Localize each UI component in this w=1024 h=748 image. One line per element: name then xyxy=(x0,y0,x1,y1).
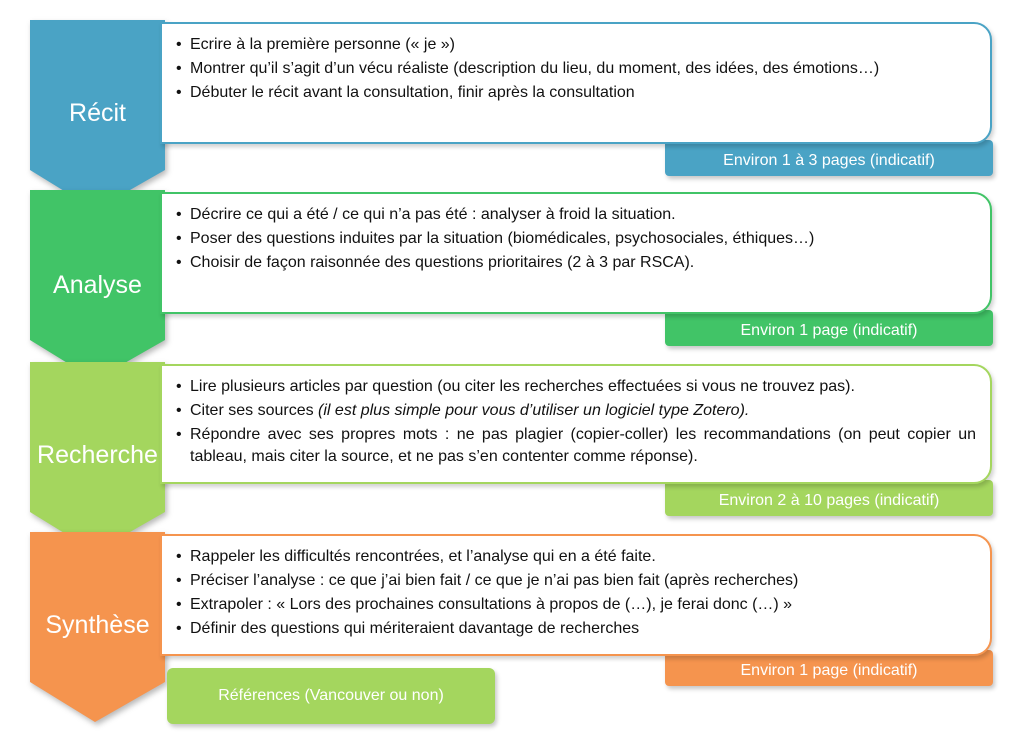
tab-recherche-length: Environ 2 à 10 pages (indicatif) xyxy=(665,480,993,516)
bullet-synthese-4: • Définir des questions qui mériteraient davantage de recherches xyxy=(176,618,976,640)
bullet-recherche-3: • Répondre avec ses propres mots : ne pas plagier (copier-coller) les recommandations (on peut copier un tableau, mais citer la source, et ne pas s’en contenter comme réponse). xyxy=(176,424,976,468)
step-label-synthese: Synthèse xyxy=(45,611,150,639)
bullet-analyse-3: • Choisir de façon raisonnée des questions prioritaires (2 à 3 par RSCA). xyxy=(176,252,976,274)
bullets-recherche xyxy=(176,376,976,468)
card-recherche xyxy=(160,364,992,484)
bullet-recherche-1: • Lire plusieurs articles par question (ou citer les recherches effectuées si vous ne trouvez pas). xyxy=(176,376,976,398)
bullet-recherche-2 xyxy=(176,400,976,422)
bullet-recherche-2-plain: Citer ses sources xyxy=(190,402,319,419)
bullet-synthese-3: • Extrapoler : « Lors des prochaines consultations à propos de (…), je ferai donc (…) » xyxy=(176,594,976,616)
tab-analyse-length: Environ 1 page (indicatif) xyxy=(665,310,993,346)
bullets-analyse xyxy=(176,204,976,274)
step-label-recit: Récit xyxy=(69,99,126,127)
bullet-recit-1: • Ecrire à la première personne (« je ») xyxy=(176,34,976,56)
references-box: Références (Vancouver ou non) xyxy=(167,668,495,724)
card-analyse xyxy=(160,192,992,314)
card-synthese xyxy=(160,534,992,656)
step-label-recherche: Recherche xyxy=(37,441,158,469)
bullet-synthese-2: • Préciser l’analyse : ce que j’ai bien fait / ce que je n’ai pas bien fait (après recherches) xyxy=(176,570,976,592)
bullet-recit-3: • Débuter le récit avant la consultation, finir après la consultation xyxy=(176,82,976,104)
tab-recit-length: Environ 1 à 3 pages (indicatif) xyxy=(665,140,993,176)
bullet-synthese-1: • Rappeler les difficultés rencontrées, et l’analyse qui en a été faite. xyxy=(176,546,976,568)
bullet-analyse-2: • Poser des questions induites par la situation (biomédicales, psychosociales, éthiques…) xyxy=(176,228,976,250)
tab-synthese-length: Environ 1 page (indicatif) xyxy=(665,650,993,686)
bullets-synthese xyxy=(176,546,976,640)
bullet-recherche-2-italic: (il est plus simple pour vous d’utiliser un logiciel type Zotero). xyxy=(318,402,750,419)
card-recit xyxy=(160,22,992,144)
bullet-recit-2: • Montrer qu’il s’agit d’un vécu réaliste (description du lieu, du moment, des idées, des émotions…) xyxy=(176,58,976,80)
step-label-analyse: Analyse xyxy=(53,271,142,299)
bullets-recit xyxy=(176,34,976,104)
bullet-analyse-1: • Décrire ce qui a été / ce qui n’a pas été : analyser à froid la situation. xyxy=(176,204,976,226)
